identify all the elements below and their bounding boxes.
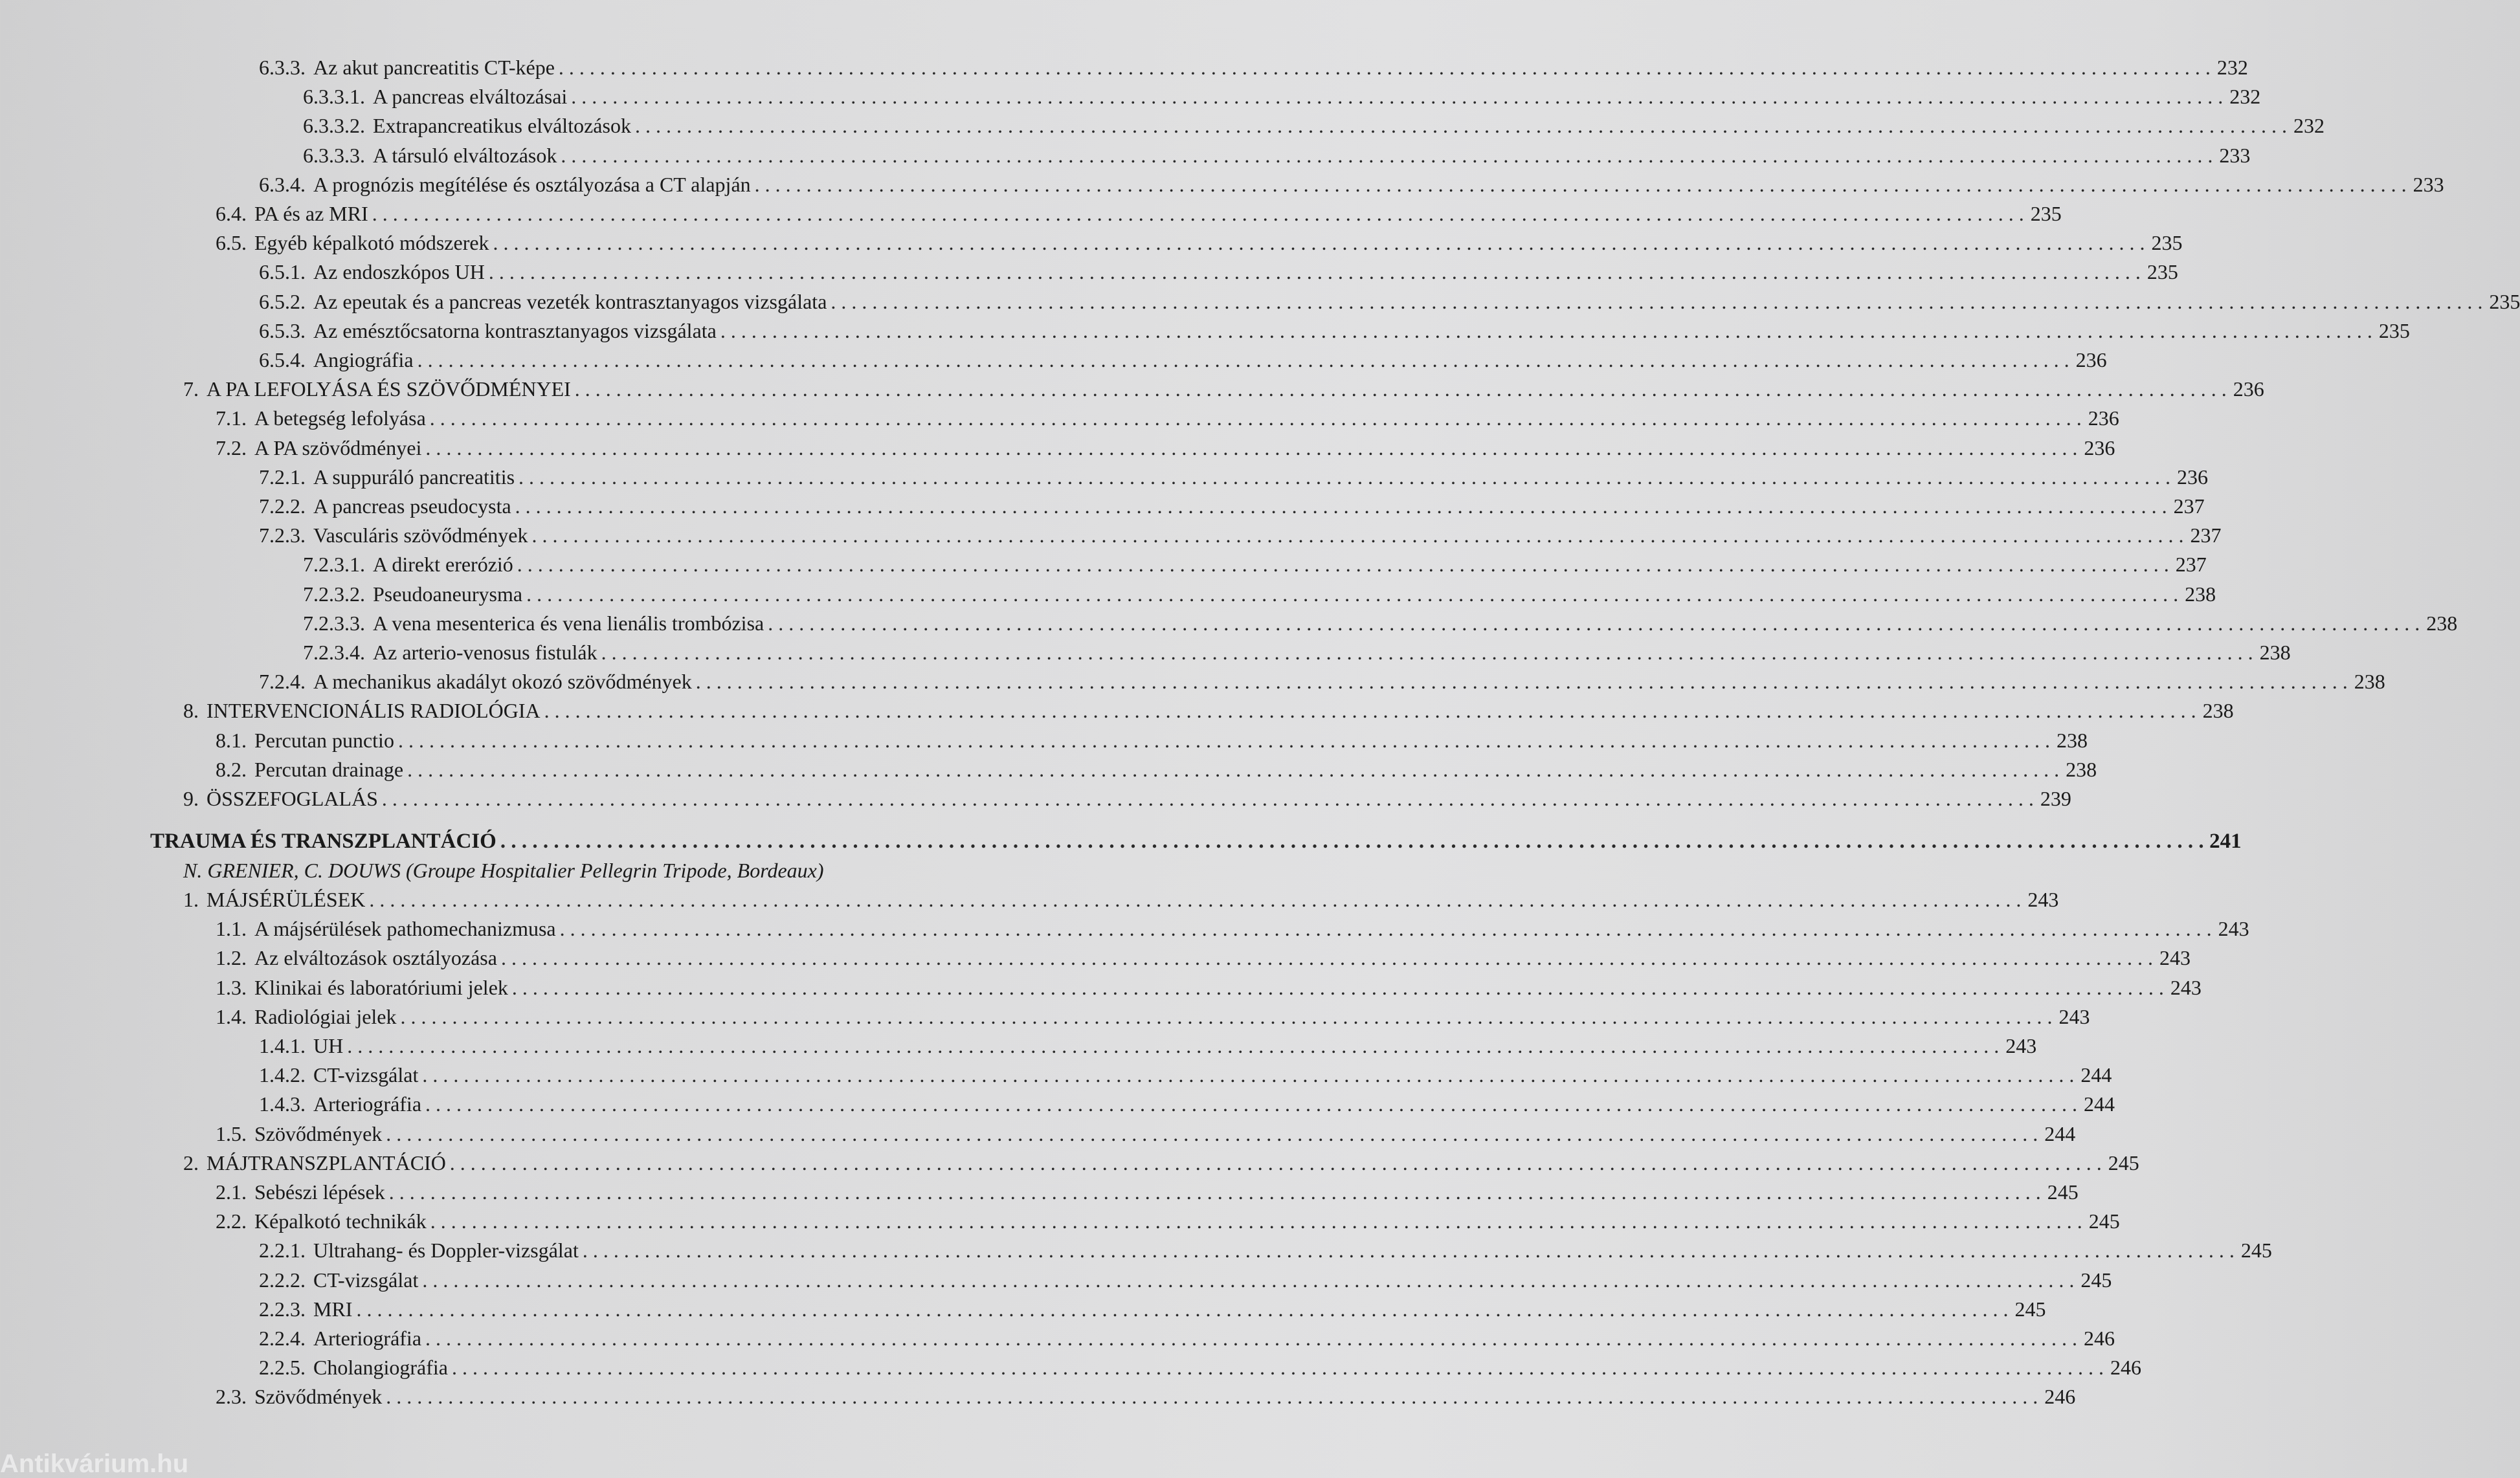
dot-leader: . . . . . . . . . . . . . . . . . . . . . . . . . . . . . . . . . . . . . . . . . . . . . . . . . . . . . . . . . . . . . . . . . . . . . . . . . . . . . . . . . . . . . . . . . . . . . . . . . . . . . . . . . . . . . . . . . . . . . . . . . . . . . . . . . . . . . . . . . . . . . . . . . . . . . . . . . . . . . . . . bbox=[517, 553, 2169, 576]
toc-entry-number: 2.2.3. bbox=[259, 1297, 306, 1321]
dot-leader: . . . . . . . . . . . . . . . . . . . . . . . . . . . . . . . . . . . . . . . . . . . . . . . . . . . . . . . . . . . . . . . . . . . . . . . . . . . . . . . . . . . . . . . . . . . . . . . . . . . . . . . . . . . . . . . . . . . . . . . . . . . . . . . . . . . . . . . . . . . . . . . . . . . . . . . . . . . . . . . . bbox=[515, 494, 2167, 518]
dot-leader: . . . . . . . . . . . . . . . . . . . . . . . . . . . . . . . . . . . . . . . . . . . . . . . . . . . . . . . . . . . . . . . . . . . . . . . . . . . . . . . . . . . . . . . . . . . . . . . . . . . . . . . . . . . . . . . . . . . . . . . . . . . . . . . . . . . . . . . . . . . . . . . . . . . . . . . . . . . . . . . . bbox=[422, 1063, 2075, 1086]
toc-entry bbox=[303, 142, 2251, 168]
toc-entry bbox=[216, 435, 2115, 461]
toc-entry bbox=[259, 668, 2385, 694]
toc-entry-page-number: 236 bbox=[2088, 406, 2119, 430]
toc-entry bbox=[259, 1091, 2115, 1117]
toc-entry-page-number: 244 bbox=[2084, 1092, 2115, 1116]
toc-entry-title: Pseudoaneurysma bbox=[373, 582, 523, 606]
toc-entry-number: 6.5.3. bbox=[259, 319, 306, 342]
toc-entry-title: Angiográfia bbox=[313, 348, 414, 371]
toc-entry-title: A pancreas elváltozásai bbox=[373, 85, 568, 108]
dot-leader: . . . . . . . . . . . . . . . . . . . . . . . . . . . . . . . . . . . . . . . . . . . . . . . . . . . . . . . . . . . . . . . . . . . . . . . . . . . . . . . . . . . . . . . . . . . . . . . . . . . . . . . . . . . . . . . . . . . . . . . . . . . . . . . . . . . . . . . . . . . . . . . . . . . . . . . . . . . . . . . . bbox=[695, 670, 2348, 693]
dot-leader: . . . . . . . . . . . . . . . . . . . . . . . . . . . . . . . . . . . . . . . . . . . . . . . . . . . . . . . . . . . . . . . . . . . . . . . . . . . . . . . . . . . . . . . . . . . . . . . . . . . . . . . . . . . . . . . . . . . . . . . . . . . . . . . . . . . . . . . . . . . . . . . . . . . . . . . . . . . . . . . . bbox=[356, 1297, 2009, 1321]
toc-entry-title: A PA LEFOLYÁSA ÉS SZÖVŐDMÉNYEI bbox=[206, 377, 571, 401]
toc-entry-page-number: 243 bbox=[2005, 1034, 2037, 1057]
toc-entry-number: 7.2.4. bbox=[259, 670, 306, 693]
toc-entry bbox=[303, 551, 2207, 577]
toc-entry-title: MÁJTRANSZPLANTÁCIÓ bbox=[206, 1151, 446, 1175]
toc-entry-number: 1.4. bbox=[216, 1005, 247, 1028]
toc-entry bbox=[183, 698, 2234, 723]
toc-entry-page-number: 235 bbox=[2151, 231, 2183, 254]
toc-entry-number: 7.2. bbox=[216, 436, 247, 459]
dot-leader: . . . . . . . . . . . . . . . . . . . . . . . . . . . . . . . . . . . . . . . . . . . . . . . . . . . . . . . . . . . . . . . . . . . . . . . . . . . . . . . . . . . . . . . . . . . . . . . . . . . . . . . . . . . . . . . . . . . . . . . . . . . . . . . . . . . . . . . . . . . . . . . . . . . . . . . . . . . . . . . . bbox=[417, 348, 2069, 371]
toc-entry bbox=[259, 1033, 2037, 1059]
dot-leader: . . . . . . . . . . . . . . . . . . . . . . . . . . . . . . . . . . . . . . . . . . . . . . . . . . . . . . . . . . . . . . . . . . . . . . . . . . . . . . . . . . . . . . . . . . . . . . . . . . . . . . . . . . . . . . . . . . . . . . . . . . . . . . . . . . . . . . . . . . . . . . . . . . . . . . . . . . . . . . . . bbox=[574, 377, 2227, 401]
dot-leader: . . . . . . . . . . . . . . . . . . . . . . . . . . . . . . . . . . . . . . . . . . . . . . . . . . . . . . . . . . . . . . . . . . . . . . . . . . . . . . . . . . . . . . . . . . . . . . . . . . . . . . . . . . . . . . . . . . . . . . . . . . . . . . . . . . . . . . . . . . . . . . . . . . . . . . . . . . . . . . . . bbox=[634, 114, 2287, 137]
toc-entry-page-number: 243 bbox=[2159, 946, 2191, 969]
toc-entry bbox=[216, 1208, 2120, 1234]
dot-leader: . . . . . . . . . . . . . . . . . . . . . . . . . . . . . . . . . . . . . . . . . . . . . . . . . . . . . . . . . . . . . . . . . . . . . . . . . . . . . . . . . . . . . . . . . . . . . . . . . . . . . . . . . . . . . . . . . . . . . . . . . . . . . . . . . . . . . . . . . . . . . . . . . . . . . . . . . . . . . . . . bbox=[425, 1092, 2078, 1116]
toc-entry-page-number: 244 bbox=[2080, 1063, 2112, 1086]
dot-leader: . . . . . . . . . . . . . . . . . . . . . . . . . . . . . . . . . . . . . . . . . . . . . . . . . . . . . . . . . . . . . . . . . . . . . . . . . . . . . . . . . . . . . . . . . . . . . . . . . . . . . . . . . . . . . . . . . . . . . . . . . . . . . . . . . . . . . . . . . . . . . . . . . . . . . . . . . . . . . . . . bbox=[831, 290, 2483, 313]
toc-entry-page-number: 236 bbox=[2075, 348, 2107, 371]
toc-entry bbox=[259, 259, 2178, 285]
toc-entry-title: Extrapancreatikus elváltozások bbox=[373, 114, 631, 137]
toc-entry-page-number: 237 bbox=[2175, 553, 2207, 576]
dot-leader: . . . . . . . . . . . . . . . . . . . . . . . . . . . . . . . . . . . . . . . . . . . . . . . . . . . . . . . . . . . . . . . . . . . . . . . . . . . . . . . . . . . . . . . . . . . . . . . . . . . . . . . . . . . . . . . . . . . . . . . . . . . . . . . . . . . . . . . . . . . . . . . . . . . . . . . . . . . . . . . . bbox=[559, 917, 2212, 940]
toc-entry bbox=[150, 828, 2242, 854]
toc-entry bbox=[216, 405, 2119, 431]
toc-entry-page-number: 243 bbox=[2058, 1005, 2090, 1028]
toc-entry-number: 7.1. bbox=[216, 406, 247, 430]
toc-entry-page-number: 239 bbox=[2040, 787, 2071, 810]
toc-entry-page-number: 238 bbox=[2259, 641, 2291, 664]
dot-leader: . . . . . . . . . . . . . . . . . . . . . . . . . . . . . . . . . . . . . . . . . . . . . . . . . . . . . . . . . . . . . . . . . . . . . . . . . . . . . . . . . . . . . . . . . . . . . . . . . . . . . . . . . . . . . . . . . . . . . . . . . . . . . . . . . . . . . . . . . . . . . . . . . . . . . . . . . . . . . . . . bbox=[500, 830, 2204, 853]
toc-entry-number: 7.2.2. bbox=[259, 494, 306, 518]
toc-entry bbox=[259, 1267, 2112, 1293]
toc-entry-page-number: 245 bbox=[2047, 1180, 2079, 1204]
toc-entry bbox=[259, 464, 2209, 490]
toc-entry-title: PA és az MRI bbox=[254, 202, 368, 225]
toc-entry-number: 7.2.3.4. bbox=[303, 641, 365, 664]
toc-entry-number: 2.2.5. bbox=[259, 1356, 306, 1379]
dot-leader: . . . . . . . . . . . . . . . . . . . . . . . . . . . . . . . . . . . . . . . . . . . . . . . . . . . . . . . . . . . . . . . . . . . . . . . . . . . . . . . . . . . . . . . . . . . . . . . . . . . . . . . . . . . . . . . . . . . . . . . . . . . . . . . . . . . . . . . . . . . . . . . . . . . . . . . . . . . . . . . . bbox=[720, 319, 2372, 342]
toc-entry bbox=[259, 171, 2444, 197]
toc-entry bbox=[259, 54, 2248, 80]
toc-entry-title: CT-vizsgálat bbox=[313, 1268, 419, 1292]
toc-entry-number: 9. bbox=[183, 787, 199, 810]
dot-leader: . . . . . . . . . . . . . . . . . . . . . . . . . . . . . . . . . . . . . . . . . . . . . . . . . . . . . . . . . . . . . . . . . . . . . . . . . . . . . . . . . . . . . . . . . . . . . . . . . . . . . . . . . . . . . . . . . . . . . . . . . . . . . . . . . . . . . . . . . . . . . . . . . . . . . . . . . . . . . . . . bbox=[754, 173, 2407, 196]
toc-entry-title: A suppuráló pancreatitis bbox=[313, 465, 515, 489]
toc-entry-title: A vena mesenterica és vena lienális trombózisa bbox=[373, 612, 764, 635]
toc-entry-title: Az elváltozások osztályozása bbox=[254, 946, 497, 969]
chapter-byline: N. GRENIER, C. DOUWS (Groupe Hospitalier Pellegrin Tripode, Bordeaux) bbox=[183, 859, 824, 882]
dot-leader: . . . . . . . . . . . . . . . . . . . . . . . . . . . . . . . . . . . . . . . . . . . . . . . . . . . . . . . . . . . . . . . . . . . . . . . . . . . . . . . . . . . . . . . . . . . . . . . . . . . . . . . . . . . . . . . . . . . . . . . . . . . . . . . . . . . . . . . . . . . . . . . . . . . . . . . . . . . . . . . . bbox=[430, 1209, 2082, 1233]
toc-entry bbox=[303, 113, 2325, 138]
toc-entry bbox=[216, 1384, 2076, 1409]
dot-leader: . . . . . . . . . . . . . . . . . . . . . . . . . . . . . . . . . . . . . . . . . . . . . . . . . . . . . . . . . . . . . . . . . . . . . . . . . . . . . . . . . . . . . . . . . . . . . . . . . . . . . . . . . . . . . . . . . . . . . . . . . . . . . . . . . . . . . . . . . . . . . . . . . . . . . . . . . . . . . . . . bbox=[422, 1268, 2075, 1292]
toc-entry-title: Percutan drainage bbox=[254, 758, 404, 781]
toc-entry-page-number: 246 bbox=[2084, 1327, 2115, 1350]
toc-entry-title: ÖSSZEFOGLALÁS bbox=[206, 787, 378, 810]
toc-entry-number: 1. bbox=[183, 888, 199, 911]
toc-entry-page-number: 233 bbox=[2413, 173, 2444, 196]
toc-entry-number: 6.3.4. bbox=[259, 173, 306, 196]
site-watermark: Antikvárium.hu bbox=[0, 1450, 189, 1478]
toc-entry-page-number: 238 bbox=[2202, 699, 2234, 722]
toc-entry bbox=[183, 887, 2059, 912]
toc-entry-title: Sebészi lépések bbox=[254, 1180, 385, 1204]
toc-entry-number: 1.2. bbox=[216, 946, 247, 969]
toc-entry-number: 8.2. bbox=[216, 758, 247, 781]
toc-entry-page-number: 245 bbox=[2080, 1268, 2112, 1292]
toc-entry-number: 2.2.1. bbox=[259, 1239, 306, 1262]
toc-entry bbox=[216, 916, 2249, 942]
toc-entry-title: A társuló elváltozások bbox=[373, 144, 557, 167]
toc-entry-number: 7. bbox=[183, 377, 199, 401]
toc-entry-title: Percutan punctio bbox=[254, 729, 394, 752]
toc-entry-title: Vasculáris szövődmények bbox=[313, 524, 528, 547]
toc-entry-number: 2.2.4. bbox=[259, 1327, 306, 1350]
toc-entry-title: MRI bbox=[313, 1297, 353, 1321]
toc-entry-title: Arteriográfia bbox=[313, 1092, 422, 1116]
toc-entry-page-number: 236 bbox=[2084, 436, 2115, 459]
toc-entry-page-number: 244 bbox=[2044, 1122, 2076, 1145]
toc-entry-title: Szövődmények bbox=[254, 1122, 383, 1145]
toc-entry-title: UH bbox=[313, 1034, 344, 1057]
dot-leader: . . . . . . . . . . . . . . . . . . . . . . . . . . . . . . . . . . . . . . . . . . . . . . . . . . . . . . . . . . . . . . . . . . . . . . . . . . . . . . . . . . . . . . . . . . . . . . . . . . . . . . . . . . . . . . . . . . . . . . . . . . . . . . . . . . . . . . . . . . . . . . . . . . . . . . . . . . . . . . . . bbox=[768, 612, 2420, 635]
toc-entry-title: A prognózis megítélése és osztályozása a CT alapján bbox=[313, 173, 751, 196]
toc-entry-title: Az endoszkópos UH bbox=[313, 260, 485, 283]
toc-entry-number: 1.4.1. bbox=[259, 1034, 306, 1057]
toc-entry-title: INTERVENCIONÁLIS RADIOLÓGIA bbox=[206, 699, 541, 722]
dot-leader: . . . . . . . . . . . . . . . . . . . . . . . . . . . . . . . . . . . . . . . . . . . . . . . . . . . . . . . . . . . . . . . . . . . . . . . . . . . . . . . . . . . . . . . . . . . . . . . . . . . . . . . . . . . . . . . . . . . . . . . . . . . . . . . . . . . . . . . . . . . . . . . . . . . . . . . . . . . . . . . . bbox=[544, 699, 2196, 722]
toc-entry-number: 1.4.3. bbox=[259, 1092, 306, 1116]
toc-entry-page-number: 236 bbox=[2177, 465, 2209, 489]
toc-entry bbox=[303, 639, 2291, 665]
toc-entry-number: 1.5. bbox=[216, 1122, 247, 1145]
dot-leader: . . . . . . . . . . . . . . . . . . . . . . . . . . . . . . . . . . . . . . . . . . . . . . . . . . . . . . . . . . . . . . . . . . . . . . . . . . . . . . . . . . . . . . . . . . . . . . . . . . . . . . . . . . . . . . . . . . . . . . . . . . . . . . . . . . . . . . . . . . . . . . . . . . . . . . . . . . . . . . . . bbox=[386, 1385, 2038, 1408]
toc-entry bbox=[259, 318, 2410, 344]
dot-leader: . . . . . . . . . . . . . . . . . . . . . . . . . . . . . . . . . . . . . . . . . . . . . . . . . . . . . . . . . . . . . . . . . . . . . . . . . . . . . . . . . . . . . . . . . . . . . . . . . . . . . . . . . . . . . . . . . . . . . . . . . . . . . . . . . . . . . . . . . . . . . . . . . . . . . . . . . . . . . . . . bbox=[397, 729, 2050, 752]
toc-entry-title: A pancreas pseudocysta bbox=[313, 494, 511, 518]
toc-entry bbox=[303, 581, 2216, 607]
toc-entry bbox=[259, 1296, 2046, 1322]
toc-entry-number: 6.5.2. bbox=[259, 290, 306, 313]
dot-leader: . . . . . . . . . . . . . . . . . . . . . . . . . . . . . . . . . . . . . . . . . . . . . . . . . . . . . . . . . . . . . . . . . . . . . . . . . . . . . . . . . . . . . . . . . . . . . . . . . . . . . . . . . . . . . . . . . . . . . . . . . . . . . . . . . . . . . . . . . . . . . . . . . . . . . . . . . . . . . . . . bbox=[511, 976, 2164, 999]
dot-leader: . . . . . . . . . . . . . . . . . . . . . . . . . . . . . . . . . . . . . . . . . . . . . . . . . . . . . . . . . . . . . . . . . . . . . . . . . . . . . . . . . . . . . . . . . . . . . . . . . . . . . . . . . . . . . . . . . . . . . . . . . . . . . . . . . . . . . . . . . . . . . . . . . . . . . . . . . . . . . . . . bbox=[488, 260, 2141, 283]
toc-entry-page-number: 246 bbox=[2110, 1356, 2141, 1379]
dot-leader: . . . . . . . . . . . . . . . . . . . . . . . . . . . . . . . . . . . . . . . . . . . . . . . . . . . . . . . . . . . . . . . . . . . . . . . . . . . . . . . . . . . . . . . . . . . . . . . . . . . . . . . . . . . . . . . . . . . . . . . . . . . . . . . . . . . . . . . . . . . . . . . . . . . . . . . . . . . . . . . . bbox=[526, 582, 2179, 606]
dot-leader: . . . . . . . . . . . . . . . . . . . . . . . . . . . . . . . . . . . . . . . . . . . . . . . . . . . . . . . . . . . . . . . . . . . . . . . . . . . . . . . . . . . . . . . . . . . . . . . . . . . . . . . . . . . . . . . . . . . . . . . . . . . . . . . . . . . . . . . . . . . . . . . . . . . . . . . . . . . . . . . . bbox=[601, 641, 2253, 664]
dot-leader: . . . . . . . . . . . . . . . . . . . . . . . . . . . . . . . . . . . . . . . . . . . . . . . . . . . . . . . . . . . . . . . . . . . . . . . . . . . . . . . . . . . . . . . . . . . . . . . . . . . . . . . . . . . . . . . . . . . . . . . . . . . . . . . . . . . . . . . . . . . . . . . . . . . . . . . . . . . . . . . . bbox=[425, 436, 2078, 459]
toc-entry-number: 2.3. bbox=[216, 1385, 247, 1408]
toc-entry-title: Arteriográfia bbox=[313, 1327, 422, 1350]
dot-leader: . . . . . . . . . . . . . . . . . . . . . . . . . . . . . . . . . . . . . . . . . . . . . . . . . . . . . . . . . . . . . . . . . . . . . . . . . . . . . . . . . . . . . . . . . . . . . . . . . . . . . . . . . . . . . . . . . . . . . . . . . . . . . . . . . . . . . . . . . . . . . . . . . . . . . . . . . . . . . . . . bbox=[558, 56, 2211, 79]
dot-leader: . . . . . . . . . . . . . . . . . . . . . . . . . . . . . . . . . . . . . . . . . . . . . . . . . . . . . . . . . . . . . . . . . . . . . . . . . . . . . . . . . . . . . . . . . . . . . . . . . . . . . . . . . . . . . . . . . . . . . . . . . . . . . . . . . . . . . . . . . . . . . . . . . . . . . . . . . . . . . . . . bbox=[369, 888, 2022, 911]
toc-entry bbox=[259, 1325, 2115, 1351]
toc-entry-page-number: 243 bbox=[2218, 917, 2249, 940]
dot-leader: . . . . . . . . . . . . . . . . . . . . . . . . . . . . . . . . . . . . . . . . . . . . . . . . . . . . . . . . . . . . . . . . . . . . . . . . . . . . . . . . . . . . . . . . . . . . . . . . . . . . . . . . . . . . . . . . . . . . . . . . . . . . . . . . . . . . . . . . . . . . . . . . . . . . . . . . . . . . . . . . bbox=[372, 202, 2024, 225]
toc-entry-page-number: 232 bbox=[2216, 56, 2248, 79]
toc-entry bbox=[259, 347, 2107, 373]
dot-leader: . . . . . . . . . . . . . . . . . . . . . . . . . . . . . . . . . . . . . . . . . . . . . . . . . . . . . . . . . . . . . . . . . . . . . . . . . . . . . . . . . . . . . . . . . . . . . . . . . . . . . . . . . . . . . . . . . . . . . . . . . . . . . . . . . . . . . . . . . . . . . . . . . . . . . . . . . . . . . . . . bbox=[518, 465, 2171, 489]
toc-entry-title: TRAUMA ÉS TRANSZPLANTÁCIÓ bbox=[150, 830, 496, 853]
toc-entry bbox=[259, 289, 2520, 314]
toc-entry-number: 6.5.4. bbox=[259, 348, 306, 371]
toc-entry bbox=[259, 1062, 2112, 1088]
dot-leader: . . . . . . . . . . . . . . . . . . . . . . . . . . . . . . . . . . . . . . . . . . . . . . . . . . . . . . . . . . . . . . . . . . . . . . . . . . . . . . . . . . . . . . . . . . . . . . . . . . . . . . . . . . . . . . . . . . . . . . . . . . . . . . . . . . . . . . . . . . . . . . . . . . . . . . . . . . . . . . . . bbox=[400, 1005, 2053, 1028]
toc-entry bbox=[216, 945, 2191, 971]
toc-entry-number: 1.3. bbox=[216, 976, 247, 999]
toc-entry bbox=[183, 786, 2071, 811]
toc-entry-number: 7.2.3.1. bbox=[303, 553, 365, 576]
toc-entry-page-number: 243 bbox=[2027, 888, 2059, 911]
toc-entry-page-number: 232 bbox=[2229, 85, 2261, 108]
toc-entry-title: MÁJSÉRÜLÉSEK bbox=[206, 888, 366, 911]
toc-entry-title: A májsérülések pathomechanizmusa bbox=[254, 917, 556, 940]
toc-entry-number: 6.4. bbox=[216, 202, 247, 225]
toc-entry-number: 1.1. bbox=[216, 917, 247, 940]
dot-leader: . . . . . . . . . . . . . . . . . . . . . . . . . . . . . . . . . . . . . . . . . . . . . . . . . . . . . . . . . . . . . . . . . . . . . . . . . . . . . . . . . . . . . . . . . . . . . . . . . . . . . . . . . . . . . . . . . . . . . . . . . . . . . . . . . . . . . . . . . . . . . . . . . . . . . . . . . . . . . . . . bbox=[582, 1239, 2235, 1262]
toc-entry-title: A mechanikus akadályt okozó szövődmények bbox=[313, 670, 692, 693]
dot-leader: . . . . . . . . . . . . . . . . . . . . . . . . . . . . . . . . . . . . . . . . . . . . . . . . . . . . . . . . . . . . . . . . . . . . . . . . . . . . . . . . . . . . . . . . . . . . . . . . . . . . . . . . . . . . . . . . . . . . . . . . . . . . . . . . . . . . . . . . . . . . . . . . . . . . . . . . . . . . . . . . bbox=[571, 85, 2224, 108]
toc-entry bbox=[303, 83, 2261, 109]
toc-entry-title: Klinikai és laboratóriumi jelek bbox=[254, 976, 508, 999]
toc-entry-number: 2.2. bbox=[216, 1209, 247, 1233]
toc-entry-page-number: 245 bbox=[2014, 1297, 2046, 1321]
toc-entry-title: Az arterio-venosus fistulák bbox=[373, 641, 597, 664]
toc-entry-number: 6.5.1. bbox=[259, 260, 306, 283]
toc-entry-number: 7.2.3. bbox=[259, 524, 306, 547]
toc-entry-title: A direkt ererózió bbox=[373, 553, 513, 576]
dot-leader: . . . . . . . . . . . . . . . . . . . . . . . . . . . . . . . . . . . . . . . . . . . . . . . . . . . . . . . . . . . . . . . . . . . . . . . . . . . . . . . . . . . . . . . . . . . . . . . . . . . . . . . . . . . . . . . . . . . . . . . . . . . . . . . . . . . . . . . . . . . . . . . . . . . . . . . . . . . . . . . . bbox=[388, 1180, 2041, 1204]
toc-entry-page-number: 235 bbox=[2489, 290, 2520, 313]
dot-leader: . . . . . . . . . . . . . . . . . . . . . . . . . . . . . . . . . . . . . . . . . . . . . . . . . . . . . . . . . . . . . . . . . . . . . . . . . . . . . . . . . . . . . . . . . . . . . . . . . . . . . . . . . . . . . . . . . . . . . . . . . . . . . . . . . . . . . . . . . . . . . . . . . . . . . . . . . . . . . . . . bbox=[493, 231, 2145, 254]
dot-leader: . . . . . . . . . . . . . . . . . . . . . . . . . . . . . . . . . . . . . . . . . . . . . . . . . . . . . . . . . . . . . . . . . . . . . . . . . . . . . . . . . . . . . . . . . . . . . . . . . . . . . . . . . . . . . . . . . . . . . . . . . . . . . . . . . . . . . . . . . . . . . . . . . . . . . . . . . . . . . . . . bbox=[386, 1122, 2038, 1145]
toc-entry-page-number: 236 bbox=[2233, 377, 2264, 401]
toc-entry-number: 6.3.3.3. bbox=[303, 144, 365, 167]
toc-entry-title: Az epeutak és a pancreas vezeték kontrasztanyagos vizsgálata bbox=[313, 290, 827, 313]
toc-entry-page-number: 245 bbox=[2088, 1209, 2120, 1233]
toc-entry-page-number: 241 bbox=[2209, 830, 2242, 853]
toc-entry-page-number: 238 bbox=[2426, 612, 2458, 635]
toc-entry-title: A PA szövődményei bbox=[254, 436, 422, 459]
toc-entry bbox=[216, 230, 2183, 256]
toc-entry bbox=[303, 610, 2458, 636]
dot-leader: . . . . . . . . . . . . . . . . . . . . . . . . . . . . . . . . . . . . . . . . . . . . . . . . . . . . . . . . . . . . . . . . . . . . . . . . . . . . . . . . . . . . . . . . . . . . . . . . . . . . . . . . . . . . . . . . . . . . . . . . . . . . . . . . . . . . . . . . . . . . . . . . . . . . . . . . . . . . . . . . bbox=[381, 787, 2034, 810]
toc-entry-page-number: 243 bbox=[2170, 976, 2202, 999]
toc-entry bbox=[259, 522, 2222, 548]
toc-entry-page-number: 238 bbox=[2066, 758, 2097, 781]
toc-entry-page-number: 245 bbox=[2108, 1151, 2139, 1175]
toc-entry bbox=[216, 727, 2088, 753]
toc-entry-title: Ultrahang- és Doppler-vizsgálat bbox=[313, 1239, 579, 1262]
toc-entry-number: 7.2.1. bbox=[259, 465, 306, 489]
dot-leader: . . . . . . . . . . . . . . . . . . . . . . . . . . . . . . . . . . . . . . . . . . . . . . . . . . . . . . . . . . . . . . . . . . . . . . . . . . . . . . . . . . . . . . . . . . . . . . . . . . . . . . . . . . . . . . . . . . . . . . . . . . . . . . . . . . . . . . . . . . . . . . . . . . . . . . . . . . . . . . . . bbox=[347, 1034, 2000, 1057]
toc-entry-number: 6.3.3. bbox=[259, 56, 306, 79]
toc-entry-number: 8. bbox=[183, 699, 199, 722]
toc-entry bbox=[216, 1004, 2090, 1030]
toc-entry-page-number: 237 bbox=[2190, 524, 2222, 547]
toc-entry-page-number: 235 bbox=[2378, 319, 2410, 342]
toc-entry-page-number: 233 bbox=[2219, 144, 2251, 167]
toc-entry-title: Szövődmények bbox=[254, 1385, 383, 1408]
toc-entry bbox=[216, 201, 2062, 226]
toc-entry bbox=[259, 493, 2205, 519]
toc-entry-title: Egyéb képalkotó módszerek bbox=[254, 231, 489, 254]
toc-entry-number: 1.4.2. bbox=[259, 1063, 306, 1086]
toc-entry-number: 6.3.3.2. bbox=[303, 114, 365, 137]
toc-entry bbox=[259, 1354, 2141, 1380]
toc-entry-number: 2.1. bbox=[216, 1180, 247, 1204]
toc-entry-number: 6.3.3.1. bbox=[303, 85, 365, 108]
toc-entry-title: Az emésztőcsatorna kontrasztanyagos vizsgálata bbox=[313, 319, 717, 342]
toc-entry-number: 2. bbox=[183, 1151, 199, 1175]
toc-entry-number: 7.2.3.2. bbox=[303, 582, 365, 606]
dot-leader: . . . . . . . . . . . . . . . . . . . . . . . . . . . . . . . . . . . . . . . . . . . . . . . . . . . . . . . . . . . . . . . . . . . . . . . . . . . . . . . . . . . . . . . . . . . . . . . . . . . . . . . . . . . . . . . . . . . . . . . . . . . . . . . . . . . . . . . . . . . . . . . . . . . . . . . . . . . . . . . . bbox=[561, 144, 2213, 167]
dot-leader: . . . . . . . . . . . . . . . . . . . . . . . . . . . . . . . . . . . . . . . . . . . . . . . . . . . . . . . . . . . . . . . . . . . . . . . . . . . . . . . . . . . . . . . . . . . . . . . . . . . . . . . . . . . . . . . . . . . . . . . . . . . . . . . . . . . . . . . . . . . . . . . . . . . . . . . . . . . . . . . . bbox=[451, 1356, 2104, 1379]
dot-leader: . . . . . . . . . . . . . . . . . . . . . . . . . . . . . . . . . . . . . . . . . . . . . . . . . . . . . . . . . . . . . . . . . . . . . . . . . . . . . . . . . . . . . . . . . . . . . . . . . . . . . . . . . . . . . . . . . . . . . . . . . . . . . . . . . . . . . . . . . . . . . . . . . . . . . . . . . . . . . . . . bbox=[425, 1327, 2078, 1350]
toc-entry bbox=[216, 1179, 2079, 1205]
toc-entry-title: Az akut pancreatitis CT-képe bbox=[313, 56, 555, 79]
toc-entry-number: 7.2.3.3. bbox=[303, 612, 365, 635]
toc-entry-page-number: 235 bbox=[2146, 260, 2178, 283]
toc-entry bbox=[216, 1121, 2076, 1147]
toc-entry-page-number: 238 bbox=[2056, 729, 2088, 752]
toc-entry-title: CT-vizsgálat bbox=[313, 1063, 419, 1086]
toc-entry bbox=[183, 376, 2264, 402]
dot-leader: . . . . . . . . . . . . . . . . . . . . . . . . . . . . . . . . . . . . . . . . . . . . . . . . . . . . . . . . . . . . . . . . . . . . . . . . . . . . . . . . . . . . . . . . . . . . . . . . . . . . . . . . . . . . . . . . . . . . . . . . . . . . . . . . . . . . . . . . . . . . . . . . . . . . . . . . . . . . . . . . bbox=[429, 406, 2082, 430]
dot-leader: . . . . . . . . . . . . . . . . . . . . . . . . . . . . . . . . . . . . . . . . . . . . . . . . . . . . . . . . . . . . . . . . . . . . . . . . . . . . . . . . . . . . . . . . . . . . . . . . . . . . . . . . . . . . . . . . . . . . . . . . . . . . . . . . . . . . . . . . . . . . . . . . . . . . . . . . . . . . . . . . bbox=[407, 758, 2060, 781]
toc-entry-title: Cholangiográfia bbox=[313, 1356, 448, 1379]
toc-entry-page-number: 235 bbox=[2030, 202, 2062, 225]
toc-entry bbox=[216, 975, 2202, 1000]
toc-entry-title: A betegség lefolyása bbox=[254, 406, 426, 430]
toc-entry bbox=[259, 1237, 2272, 1263]
toc-entry-page-number: 238 bbox=[2185, 582, 2216, 606]
toc-entry-page-number: 245 bbox=[2240, 1239, 2272, 1262]
toc-entry-title: Képalkotó technikák bbox=[254, 1209, 427, 1233]
dot-leader: . . . . . . . . . . . . . . . . . . . . . . . . . . . . . . . . . . . . . . . . . . . . . . . . . . . . . . . . . . . . . . . . . . . . . . . . . . . . . . . . . . . . . . . . . . . . . . . . . . . . . . . . . . . . . . . . . . . . . . . . . . . . . . . . . . . . . . . . . . . . . . . . . . . . . . . . . . . . . . . . bbox=[449, 1151, 2102, 1175]
toc-entry bbox=[216, 756, 2097, 782]
dot-leader: . . . . . . . . . . . . . . . . . . . . . . . . . . . . . . . . . . . . . . . . . . . . . . . . . . . . . . . . . . . . . . . . . . . . . . . . . . . . . . . . . . . . . . . . . . . . . . . . . . . . . . . . . . . . . . . . . . . . . . . . . . . . . . . . . . . . . . . . . . . . . . . . . . . . . . . . . . . . . . . . bbox=[531, 524, 2184, 547]
toc-entry-page-number: 238 bbox=[2354, 670, 2385, 693]
toc-entry-title: Radiológiai jelek bbox=[254, 1005, 397, 1028]
dot-leader: . . . . . . . . . . . . . . . . . . . . . . . . . . . . . . . . . . . . . . . . . . . . . . . . . . . . . . . . . . . . . . . . . . . . . . . . . . . . . . . . . . . . . . . . . . . . . . . . . . . . . . . . . . . . . . . . . . . . . . . . . . . . . . . . . . . . . . . . . . . . . . . . . . . . . . . . . . . . . . . . bbox=[500, 946, 2153, 969]
toc-entry-number: 2.2.2. bbox=[259, 1268, 306, 1292]
toc-entry-number: 8.1. bbox=[216, 729, 247, 752]
toc-entry bbox=[183, 1150, 2139, 1176]
toc-entry-page-number: 237 bbox=[2173, 494, 2205, 518]
toc-entry-page-number: 246 bbox=[2044, 1385, 2076, 1408]
toc-entry-page-number: 232 bbox=[2293, 114, 2325, 137]
toc-entry-number: 6.5. bbox=[216, 231, 247, 254]
